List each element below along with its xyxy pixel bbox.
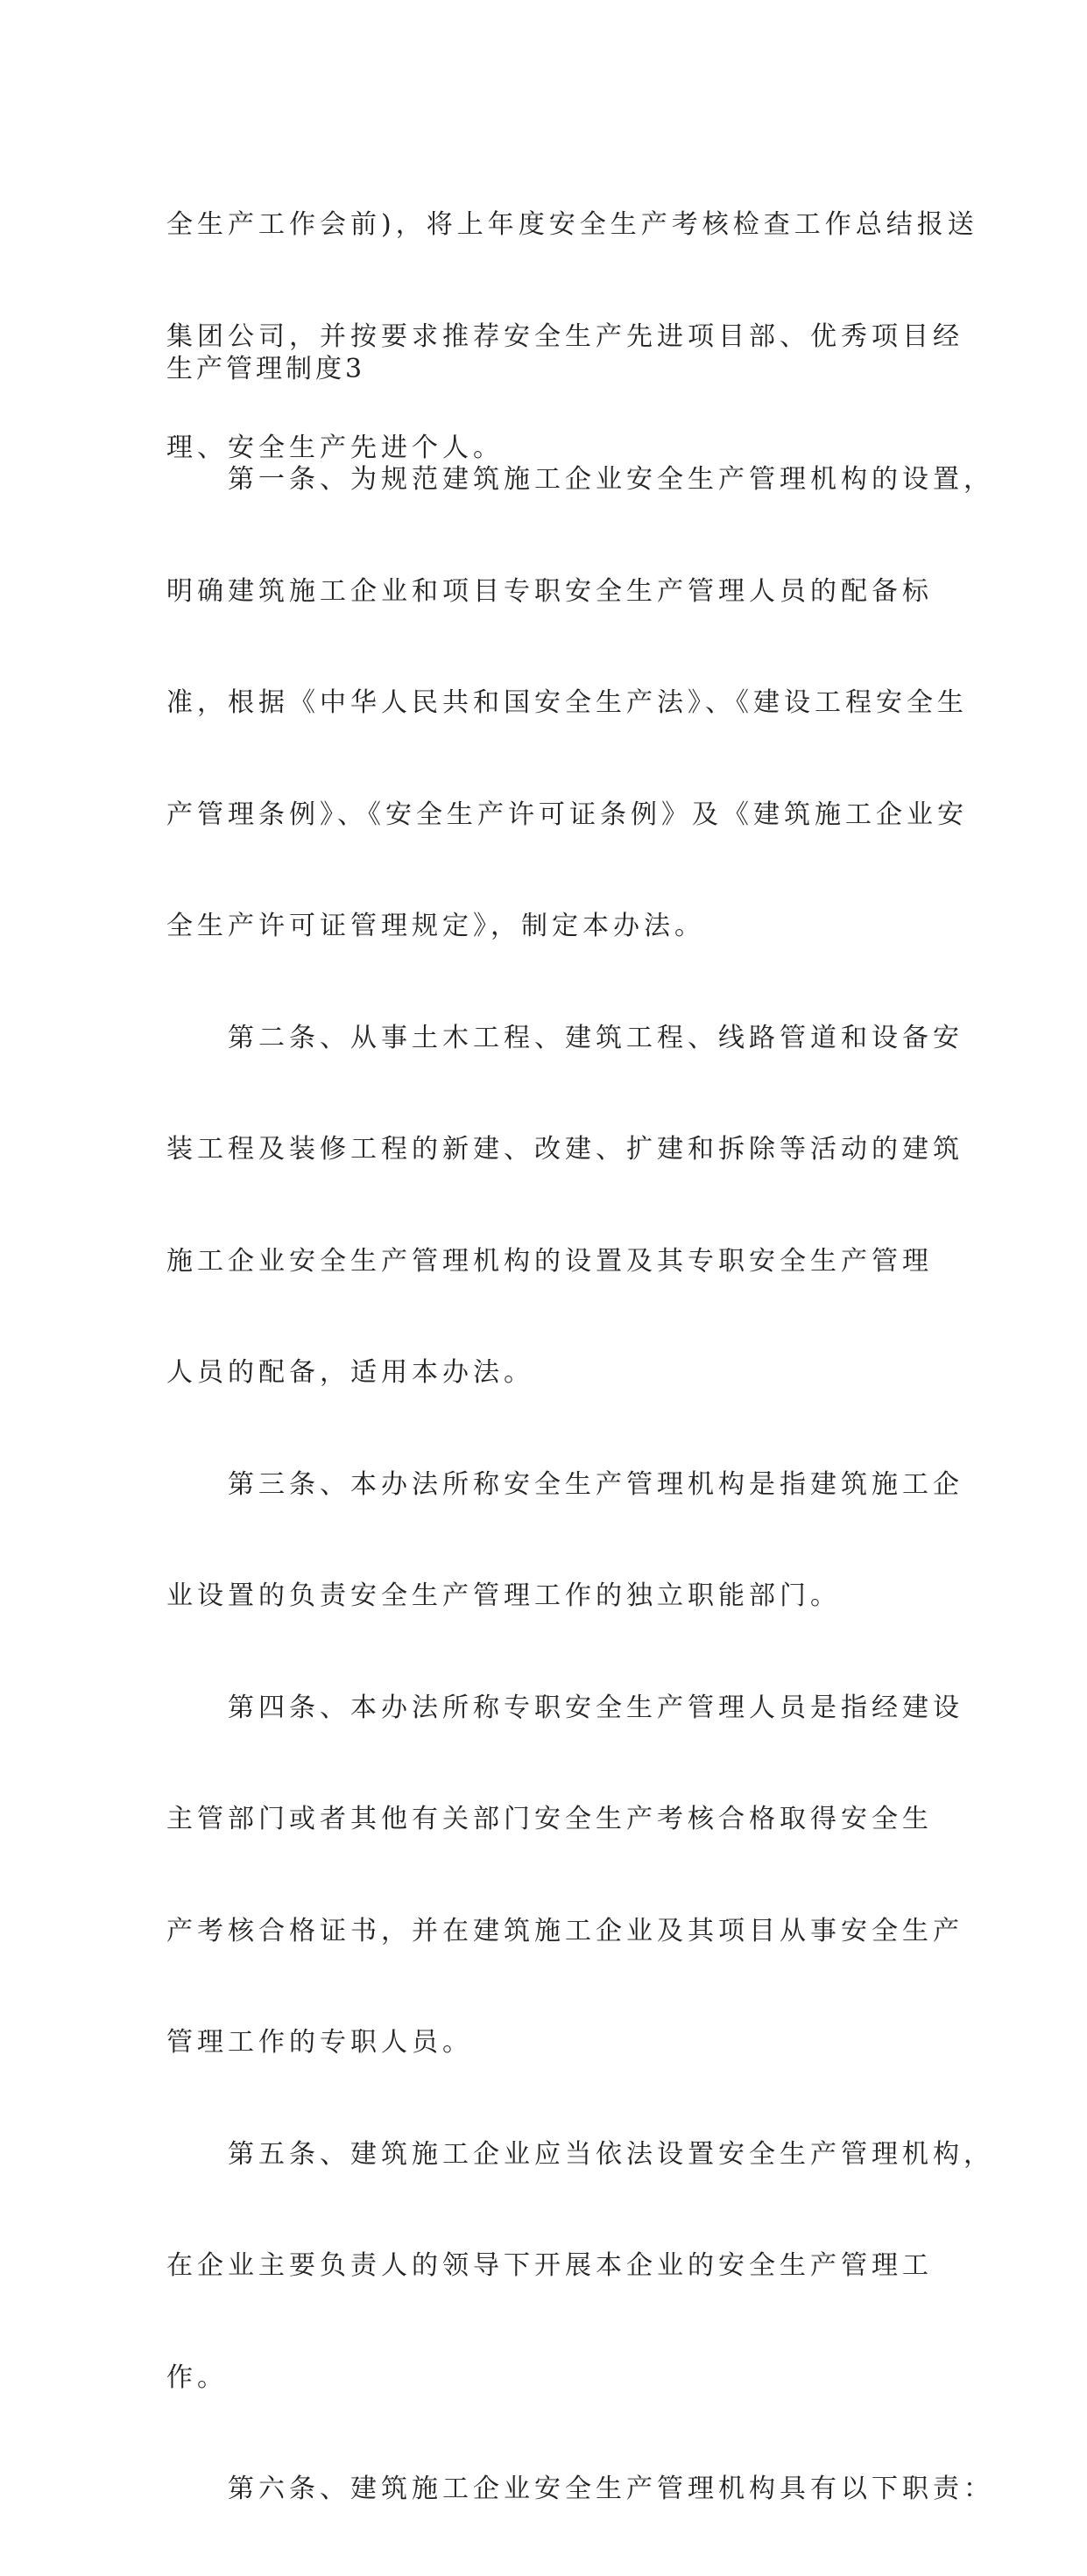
- section-title: 生产管理制度3: [166, 354, 366, 384]
- text-line: 管理工作的专职人员。: [166, 2027, 473, 2058]
- text-line: 产管理条例》、《安全生产许可证条例》及《建筑施工企业安: [166, 799, 968, 830]
- text-line: 主管部门或者其他有关部门安全生产考核合格取得安全生: [166, 1804, 933, 1834]
- text-line: 作。: [166, 2361, 228, 2393]
- text-line: 第二条、从事土木工程、建筑工程、线路管道和设备安: [166, 1022, 963, 1053]
- text-line: 第六条、建筑施工企业安全生产管理机构具有以下职责：: [166, 2474, 994, 2504]
- text-line: 理、安全生产先进个人。: [166, 433, 504, 463]
- text-line: 装工程及装修工程的新建、改建、扩建和拆除等活动的建筑: [166, 1134, 963, 1165]
- text-line: 人员的配备，适用本办法。: [166, 1357, 534, 1388]
- text-line: 在企业主要负责人的领导下开展本企业的安全生产管理工: [166, 2250, 933, 2281]
- text-line: 第一条、为规范建筑施工企业安全生产管理机构的设置，: [166, 464, 994, 495]
- text-line: 第四条、本办法所称专职安全生产管理人员是指经建设: [166, 1692, 963, 1723]
- text-line: 准，根据《中华人民共和国安全生产法》、《建设工程安全生: [166, 687, 968, 718]
- text-line: 全生产工作会前)，将上年度安全生产考核检查工作总结报送: [166, 209, 978, 240]
- text-line: 第五条、建筑施工企业应当依法设置安全生产管理机构，: [166, 2138, 994, 2170]
- text-line: 明确建筑施工企业和项目专职安全生产管理人员的配备标: [166, 575, 933, 607]
- text-line: 集团公司，并按要求推荐安全生产先进项目部、优秀项目经: [166, 320, 963, 352]
- text-line: 第三条、本办法所称安全生产管理机构是指建筑施工企: [166, 1468, 963, 1500]
- text-line: 产考核合格证书，并在建筑施工企业及其项目从事安全生产: [166, 1915, 963, 1946]
- text-line: 业设置的负责安全生产管理工作的独立职能部门。: [166, 1580, 841, 1611]
- text-line: 全生产许可证管理规定》，制定本办法。: [166, 911, 705, 941]
- text-line: 施工企业安全生产管理机构的设置及其专职安全生产管理: [166, 1245, 933, 1277]
- articles-body: [166, 393, 994, 2576]
